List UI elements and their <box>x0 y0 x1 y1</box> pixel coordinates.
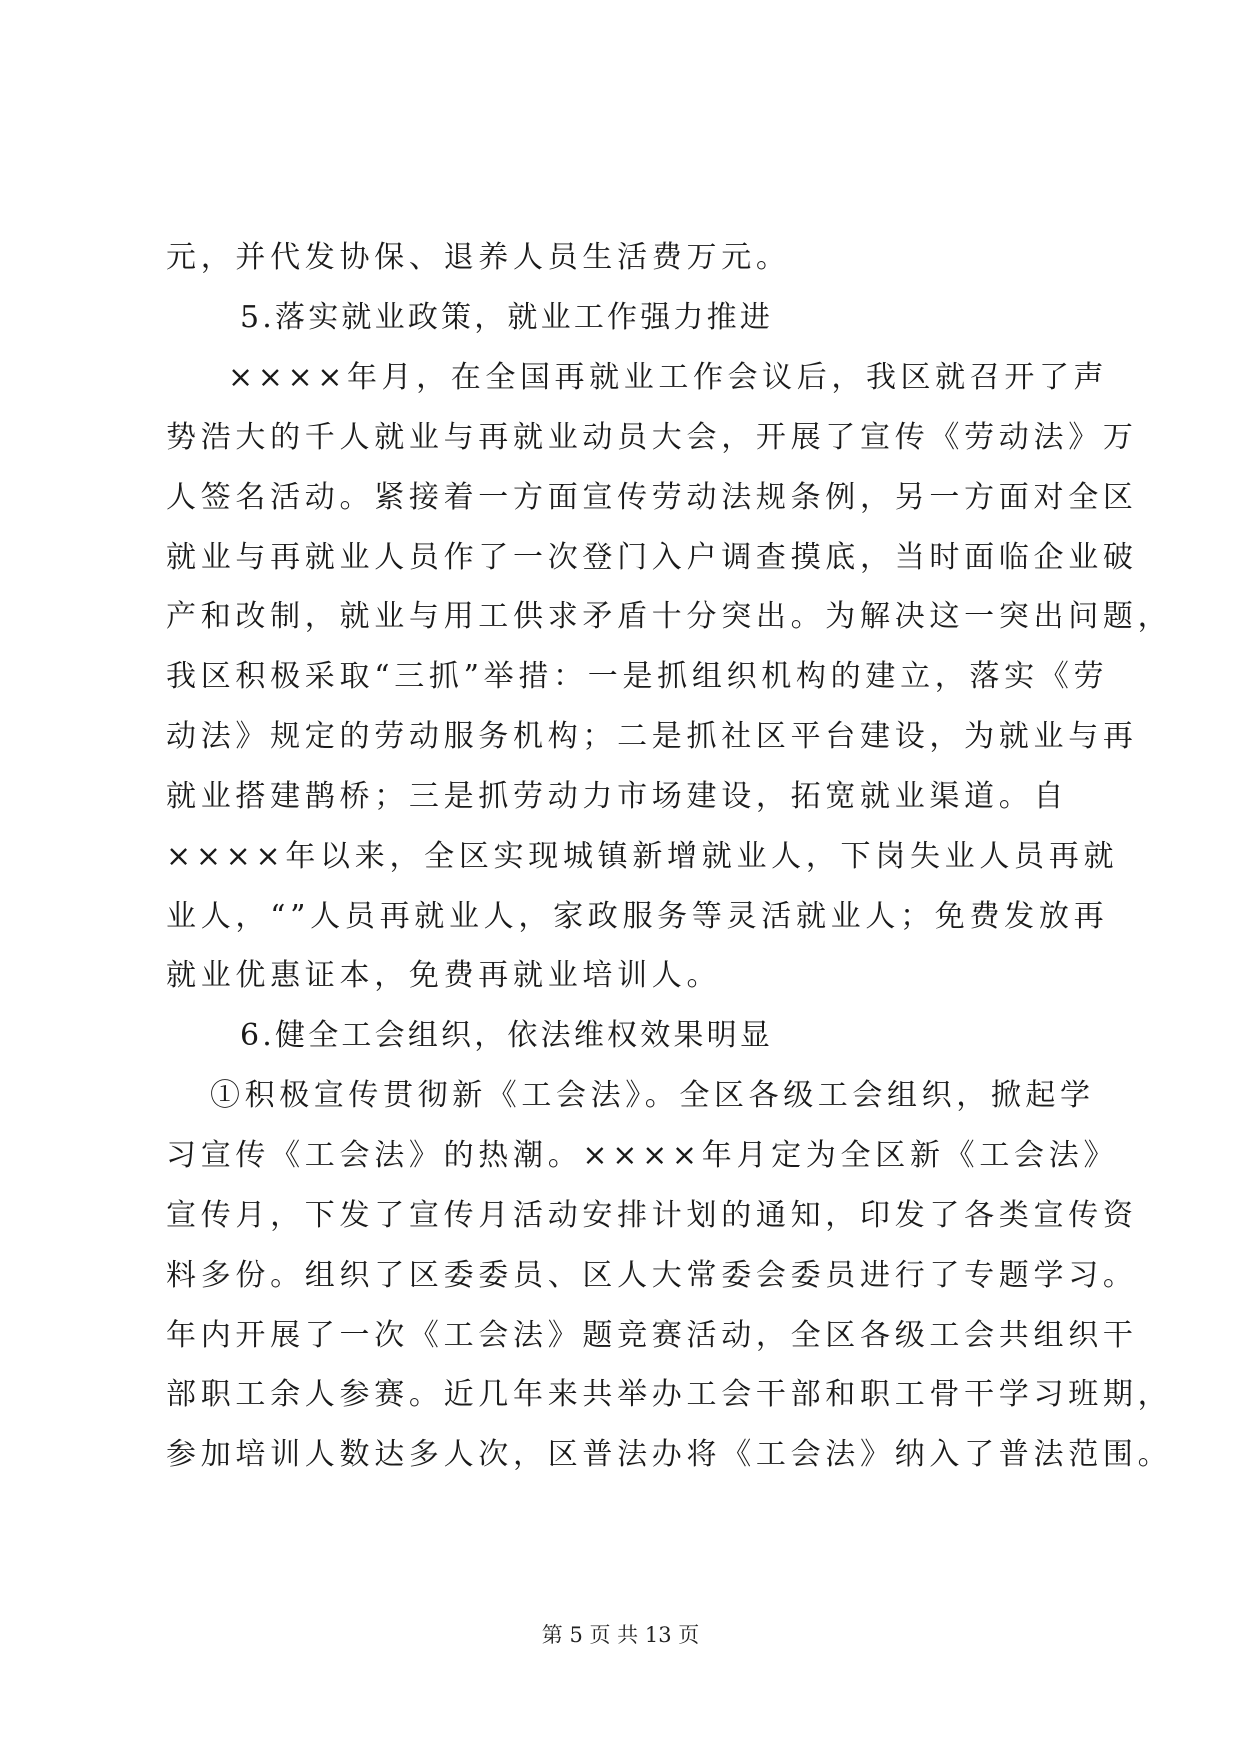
section-heading: 6.健全工会组织，依法维权效果明显 <box>240 1018 774 1053</box>
body-line: 元，并代发协保、退养人员生活费万元。 <box>166 240 791 275</box>
body-line: 部职工余人参赛。近几年来共举办工会干部和职工骨干学习班期， <box>166 1377 1173 1412</box>
body-line: ××××年月，在全国再就业工作会议后，我区就召开了声 <box>228 360 1109 395</box>
page-number-footer: 第 5 页 共 13 页 <box>541 1623 700 1647</box>
body-line: ①积极宣传贯彻新《工会法》。全区各级工会组织，掀起学 <box>210 1078 1095 1113</box>
body-line: 业人，“”人员再就业人，家政服务等灵活就业人；免费发放再 <box>166 899 1109 934</box>
body-line: 就业与再就业人员作了一次登门入户调查摸底，当时面临企业破 <box>166 540 1138 575</box>
body-line: ××××年以来，全区实现城镇新增就业人，下岗失业人员再就 <box>166 839 1119 874</box>
body-line: 料多份。组织了区委委员、区人大常委会委员进行了专题学习。 <box>166 1258 1138 1293</box>
body-line: 人签名活动。紧接着一方面宣传劳动法规条例，另一方面对全区 <box>166 480 1138 515</box>
body-line: 年内开展了一次《工会法》题竞赛活动，全区各级工会共组织干 <box>166 1318 1138 1353</box>
body-line: 动法》规定的劳动服务机构；二是抓社区平台建设，为就业与再 <box>166 719 1138 754</box>
body-line: 产和改制，就业与用工供求矛盾十分突出。为解决这一突出问题， <box>166 599 1173 634</box>
body-line: 势浩大的千人就业与再就业动员大会，开展了宣传《劳动法》万 <box>166 420 1138 455</box>
body-line: 习宣传《工会法》的热潮。××××年月定为全区新《工会法》 <box>166 1138 1119 1173</box>
body-line: 宣传月，下发了宣传月活动安排计划的通知，印发了各类宣传资 <box>166 1198 1138 1233</box>
body-line: 我区积极采取“三抓”举措：一是抓组织机构的建立，落实《劳 <box>166 659 1109 694</box>
body-line: 参加培训人数达多人次，区普法办将《工会法》纳入了普法范围。 <box>166 1437 1173 1472</box>
section-heading: 5.落实就业政策，就业工作强力推进 <box>240 300 774 335</box>
body-line: 就业优惠证本，免费再就业培训人。 <box>166 958 722 993</box>
body-line: 就业搭建鹊桥；三是抓劳动力市场建设，拓宽就业渠道。自 <box>166 779 1069 814</box>
